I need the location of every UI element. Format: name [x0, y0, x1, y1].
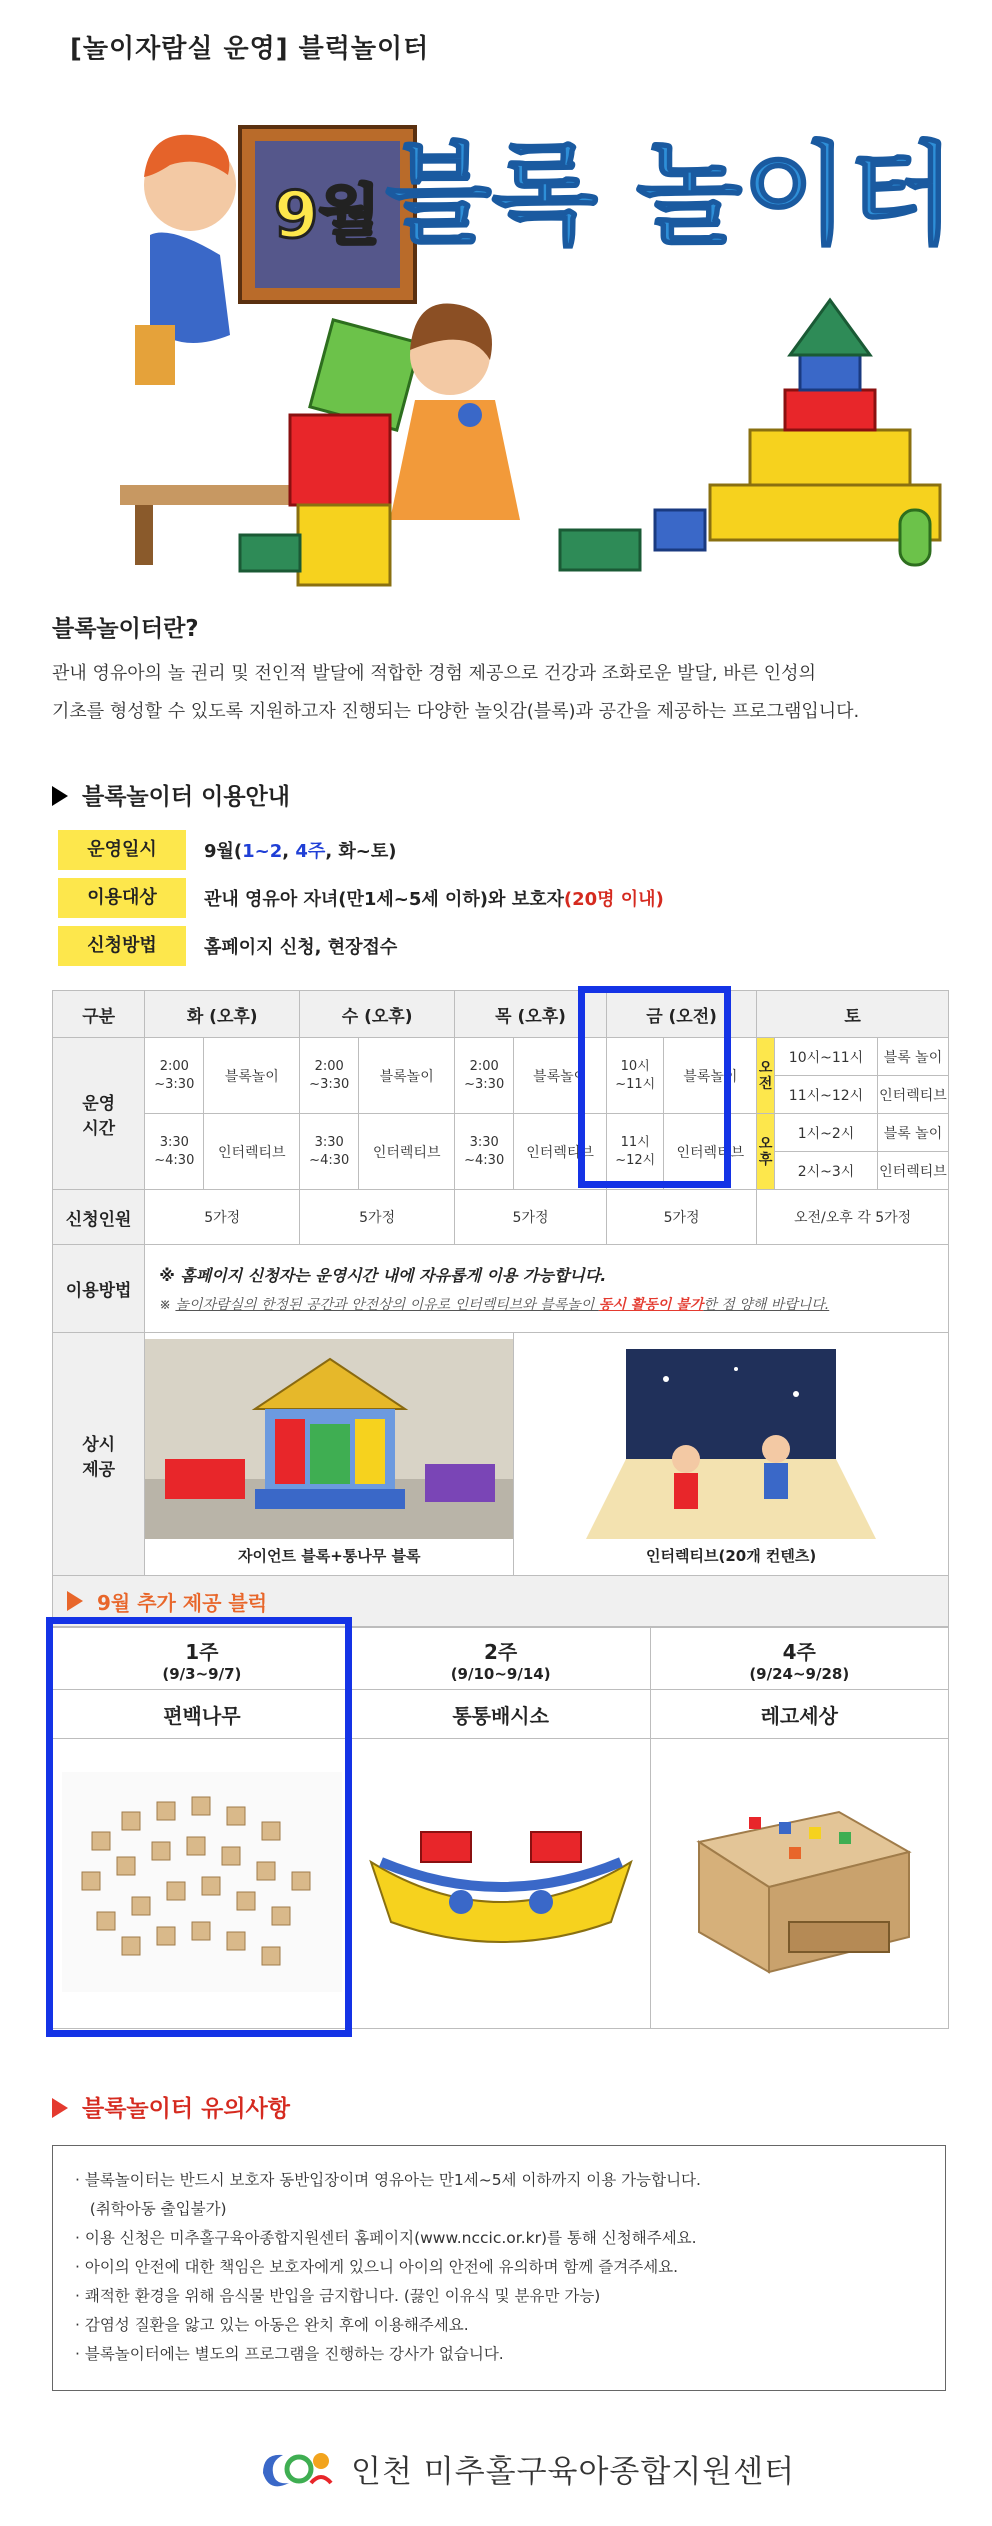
col-header: 금 (오전)	[606, 991, 756, 1038]
sat-time-cell: 11시~12시	[775, 1076, 878, 1114]
activity-cell: 블록놀이	[359, 1038, 455, 1114]
triangle-bullet-icon	[52, 2098, 68, 2118]
time-cell: 11시 ~12시	[606, 1114, 664, 1190]
capacity-cell: 5가정	[145, 1190, 300, 1245]
activity-cell: 블록놀이	[514, 1038, 607, 1114]
sat-time-cell: 2시~3시	[775, 1152, 878, 1190]
notice-item: (취학아동 출입불가)	[75, 2200, 227, 2218]
schedule-table	[52, 990, 949, 1577]
sat-activity-cell: 블록 놀이	[877, 1038, 948, 1076]
banner-illustration	[110, 115, 960, 595]
time-cell: 10시 ~11시	[606, 1038, 664, 1114]
block-photo-cell	[53, 1739, 352, 2029]
triangle-bullet-icon	[67, 1591, 83, 1611]
row-label: 신청인원	[53, 1190, 145, 1245]
notice-item: · 쾌적한 환경을 위해 음식물 반입을 금지합니다. (끓인 이유식 및 분유만 가능)	[75, 2287, 601, 2305]
footer-org-name: 인천 미추홀구육아종합지원센터	[351, 2453, 796, 2490]
info-label: 운영일시	[58, 830, 186, 870]
banner-title: 블록 놀이터	[385, 131, 955, 259]
time-cell: 2:00 ~3:30	[145, 1038, 204, 1114]
giant-block-photo	[145, 1339, 513, 1539]
intro-line: 기초를 형성할 수 있도록 지원하고자 진행되는 다양한 놀잇감(블록)과 공간을 제공하는 프로그램입니다.	[52, 701, 860, 722]
col-header: 목 (오후)	[455, 991, 607, 1038]
capacity-cell: 오전/오후 각 5가정	[757, 1190, 949, 1245]
sat-activity-cell: 인터렉티브	[877, 1152, 948, 1190]
sat-pm-label: 오후	[757, 1114, 775, 1190]
info-label: 이용대상	[58, 878, 186, 918]
col-header: 화 (오후)	[145, 991, 300, 1038]
sat-activity-cell: 블록 놀이	[877, 1114, 948, 1152]
week-dates: (9/3~9/7)	[162, 1664, 242, 1683]
block-name: 레고세상	[650, 1690, 949, 1739]
activity-cell: 인터렉티브	[664, 1114, 757, 1190]
time-cell: 3:30 ~4:30	[300, 1114, 359, 1190]
info-row-target	[58, 878, 664, 918]
block-photo-cell	[650, 1739, 949, 2029]
guide-heading	[52, 778, 290, 811]
time-cell: 2:00 ~3:30	[300, 1038, 359, 1114]
activity-cell: 블록놀이	[664, 1038, 757, 1114]
notice-item: · 블록놀이터에는 별도의 프로그램을 진행하는 강사가 없습니다.	[75, 2345, 504, 2363]
block-name: 통통배시소	[351, 1690, 650, 1739]
usage-note: ※ 홈페이지 신청자는 운영시간 내에 자유롭게 이용 가능합니다.	[159, 1266, 607, 1285]
notice-item: · 이용 신청은 미추홀구육아종합지원센터 홈페이지(www.nccic.or.kr)를 통해 신청해주세요.	[75, 2229, 697, 2247]
always-item-label: 자이언트 블록+통나무 블록	[238, 1547, 421, 1565]
triangle-bullet-icon	[52, 786, 68, 806]
center-logo-icon	[255, 2443, 335, 2493]
row-label: 상시 제공	[53, 1333, 145, 1577]
sat-activity-cell: 인터렉티브	[877, 1076, 948, 1114]
intro-heading: 블록놀이터란?	[52, 616, 199, 642]
wood-cubes-photo	[62, 1772, 342, 1992]
capacity-cell: 5가정	[606, 1190, 756, 1245]
info-label: 신청방법	[58, 926, 186, 966]
week-label: 4주	[782, 1639, 816, 1664]
boat-seesaw-photo	[361, 1792, 641, 1972]
block-photo-cell	[351, 1739, 650, 2029]
week-cell	[53, 1628, 352, 1690]
col-header: 수 (오후)	[300, 991, 455, 1038]
banner-month: 9월	[273, 179, 381, 253]
info-value: 홈페이지 신청, 현장접수	[204, 937, 398, 958]
sat-am-label: 오전	[757, 1038, 775, 1114]
page-title: [놀이자람실 운영] 블럭놀이터	[70, 34, 430, 64]
notice-box	[52, 2145, 946, 2391]
extra-blocks-bar	[52, 1575, 949, 1627]
time-cell: 2:00 ~3:30	[455, 1038, 514, 1114]
week-dates: (9/10~9/14)	[450, 1664, 551, 1683]
extra-blocks-table	[52, 1627, 949, 2029]
week-cell	[650, 1628, 949, 1690]
info-row-date	[58, 830, 397, 870]
info-row-apply	[58, 926, 397, 966]
intro-paragraph	[52, 655, 952, 731]
week-dates: (9/24~9/28)	[749, 1664, 850, 1683]
notice-heading-text: 블록놀이터 유의사항	[82, 2096, 290, 2122]
capacity-cell: 5가정	[455, 1190, 607, 1245]
intro-line: 관내 영유아의 놀 권리 및 전인적 발달에 적합한 경험 제공으로 건강과 조화로운 발달, 바른 인성의	[52, 663, 816, 684]
notice-item: · 블록놀이터는 반드시 보호자 동반입장이며 영유아는 만1세~5세 이하까지 이용 가능합니다.	[75, 2171, 701, 2189]
time-cell: 3:30 ~4:30	[455, 1114, 514, 1190]
always-item	[145, 1333, 514, 1577]
info-value: 관내 영유아 자녀(만1세~5세 이하)와 보호자(20명 이내)	[204, 889, 664, 910]
sat-time-cell: 10시~11시	[775, 1038, 878, 1076]
block-name: 편백나무	[53, 1690, 352, 1739]
usage-note: ※ 놀이자람실의 한정된 공간과 안전상의 이유로 인터렉티브와 블록놀이 동시 활동이 불가한 점 양해 바랍니다.	[159, 1297, 830, 1313]
extra-heading: 9월 추가 제공 블럭	[97, 1590, 268, 1615]
activity-cell: 블록놀이	[204, 1038, 300, 1114]
info-value: 9월(1~2, 4주, 화~토)	[204, 841, 397, 862]
row-label: 이용방법	[53, 1245, 145, 1333]
col-header: 토	[757, 991, 949, 1038]
week-label: 1주	[185, 1639, 219, 1664]
sat-time-cell: 1시~2시	[775, 1114, 878, 1152]
lego-table-photo	[669, 1772, 929, 1992]
week-cell	[351, 1628, 650, 1690]
notice-item: · 아이의 안전에 대한 책임은 보호자에게 있으니 아이의 안전에 유의하며 함께 즐겨주세요.	[75, 2258, 679, 2276]
row-label: 운영 시간	[53, 1038, 145, 1190]
week-label: 2주	[484, 1639, 518, 1664]
notice-heading	[52, 2090, 290, 2123]
activity-cell: 인터렉티브	[359, 1114, 455, 1190]
activity-cell: 인터렉티브	[514, 1114, 607, 1190]
guide-heading-text: 블록놀이터 이용안내	[82, 784, 290, 810]
always-item	[514, 1333, 949, 1577]
usage-notes	[145, 1245, 949, 1333]
interactive-room-photo	[586, 1339, 876, 1539]
capacity-cell: 5가정	[300, 1190, 455, 1245]
col-header: 구분	[53, 991, 145, 1038]
always-item-label: 인터렉티브(20개 컨텐츠)	[646, 1547, 817, 1565]
footer	[255, 2438, 795, 2498]
time-cell: 3:30 ~4:30	[145, 1114, 204, 1190]
notice-item: · 감염성 질환을 앓고 있는 아동은 완치 후에 이용해주세요.	[75, 2316, 469, 2334]
activity-cell: 인터렉티브	[204, 1114, 300, 1190]
